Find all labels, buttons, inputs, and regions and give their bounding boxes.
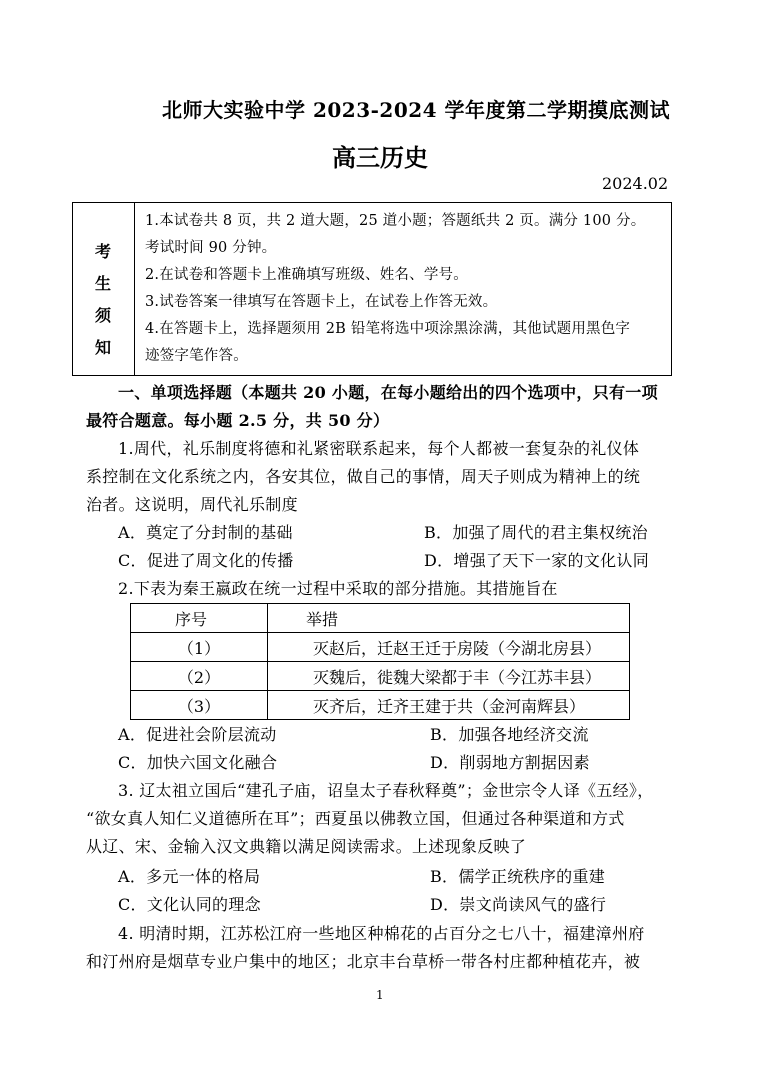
notice-line: 3.试卷答案一律填写在答题卡上，在试卷上作答无效。 — [145, 294, 498, 310]
notice-line: 4.在答题卡上，选择题须用 2B 铅笔将选中项涂黑涂满，其他试题用黑色字 — [145, 321, 631, 337]
table-row — [131, 633, 630, 662]
question-4-stem: 和汀州府是烟草专业户集中的地区；北京丰台草桥一带各村庄都种植花卉，被 — [86, 952, 641, 971]
question-2-option-a: A．促进社会阶层流动 — [118, 725, 277, 744]
question-3-option-b: B．儒学正统秩序的重建 — [430, 867, 606, 886]
question-2-stem: 2.下表为秦王嬴政在统一过程中采取的部分措施。其措施旨在 — [118, 579, 558, 598]
page-number: 1 — [376, 988, 384, 1002]
question-1-stem: 1.周代，礼乐制度将德和礼紧密联系起来，每个人都被一套复杂的礼仪体 — [118, 439, 640, 458]
question-2-option-b: B．加强各地经济交流 — [430, 725, 589, 744]
notice-label — [73, 203, 135, 375]
notice-label-char: 须 — [95, 306, 112, 325]
question-1-option-b: B．加强了周代的君主集权统治 — [424, 523, 648, 542]
table-cell: （2） — [131, 662, 268, 691]
section-heading-cont: 最符合题意。每小题 2.5 分，共 50 分） — [86, 411, 390, 430]
notice-label-char: 知 — [95, 338, 112, 357]
question-3-stem: “欲女真人知仁义道德所在耳”；西夏虽以佛教立国，但通过各种渠道和方式 — [86, 809, 625, 828]
table-header-cell: 举措 — [268, 604, 630, 633]
table-row — [131, 691, 630, 720]
notice-line: 迹签字笔作答。 — [145, 348, 248, 364]
exam-title: 北师大实验中学 2023-2024 学年度第二学期摸底测试 — [162, 98, 671, 122]
section-heading: 一、单项选择题（本题共 20 小题，在每小题给出的四个选项中，只有一项 — [118, 383, 658, 402]
table-cell: 灭齐后，迁齐王建于共（金河南辉县） — [268, 691, 630, 720]
question-3-stem: 3. 辽太祖立国后“建孔子庙，诏皇太子春秋释奠”；金世宗令人译《五经》， — [118, 781, 654, 800]
question-2-option-d: D．削弱地方割据因素 — [430, 753, 590, 772]
notice-label-char: 考 — [95, 242, 112, 261]
question-4-stem: 4. 明清时期，江苏松江府一些地区种棉花的占百分之七八十，福建漳州府 — [118, 924, 645, 943]
table-cell: （3） — [131, 691, 268, 720]
exam-notice-box — [72, 202, 672, 376]
exam-date: 2024.02 — [602, 174, 669, 193]
notice-line: 2.在试卷和答题卡上准确填写班级、姓名、学号。 — [145, 267, 468, 283]
question-2-option-c: C．加快六国文化融合 — [118, 753, 278, 772]
question-1-stem: 治者。这说明，周代礼乐制度 — [86, 495, 298, 514]
table-cell: 灭魏后，徙魏大梁都于丰（今江苏丰县） — [268, 662, 630, 691]
notice-label-char: 生 — [95, 274, 112, 293]
table-row — [131, 662, 630, 691]
table-cell: （1） — [131, 633, 268, 662]
table-header-cell: 序号 — [131, 604, 268, 633]
question-1-stem: 系控制在文化系统之内，各安其位，做自己的事情，周天子则成为精神上的统 — [86, 467, 641, 486]
subject-title: 高三历史 — [332, 143, 428, 172]
table-header-row — [131, 604, 630, 633]
notice-line: 考试时间 90 分钟。 — [145, 240, 277, 256]
question-3-option-d: D．崇文尚读风气的盛行 — [430, 895, 607, 914]
question-3-stem: 从辽、宋、金输入汉文典籍以满足阅读需求。上述现象反映了 — [86, 837, 527, 856]
question-1-option-c: C．促进了周文化的传播 — [118, 551, 294, 570]
question-1-option-a: A．奠定了分封制的基础 — [118, 523, 293, 542]
question-1-option-d: D．增强了天下一家的文化认同 — [424, 551, 650, 570]
question-3-option-a: A．多元一体的格局 — [118, 867, 261, 886]
question-3-option-c: C．文化认同的理念 — [118, 895, 261, 914]
table-cell: 灭赵后，迁赵王迁于房陵（今湖北房县） — [268, 633, 630, 662]
measures-table — [130, 603, 630, 720]
notice-line: 1.本试卷共 8 页，共 2 道大题，25 道小题；答题纸共 2 页。满分 100 分。 — [145, 213, 646, 229]
